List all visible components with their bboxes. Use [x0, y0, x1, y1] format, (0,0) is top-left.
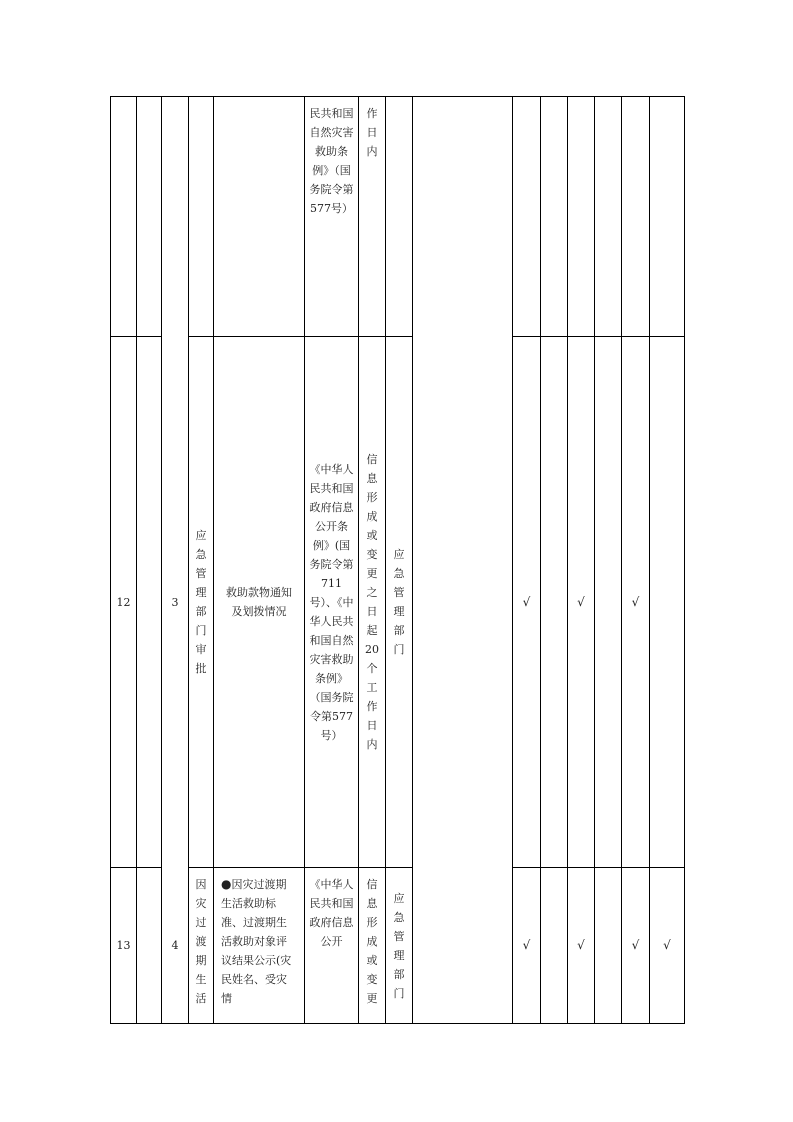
table-cell-time-limit — [359, 875, 385, 1023]
basis-text: 《中华人民共和国政府信息公开条例》(国务院令第711号）、《中华人民共和国自然灾害救助条例》（国务院令第577号） — [309, 462, 354, 742]
table-cell-category — [189, 875, 213, 1023]
table-cell-time-limit — [359, 104, 385, 334]
subject-text: 应急管理部门 — [393, 891, 405, 1000]
row-divider — [188, 867, 412, 868]
table-cell-content — [214, 337, 304, 867]
table-cell-sub-seq — [162, 337, 188, 867]
table-cell-seq — [111, 868, 136, 1023]
table-cell-basis — [305, 104, 358, 334]
check-mark-icon: √ — [522, 594, 531, 609]
sub-seq-number: 4 — [171, 939, 179, 952]
seq-number: 12 — [116, 595, 131, 609]
col-line — [594, 96, 595, 1024]
table-cell-content — [214, 875, 304, 1023]
check-mark — [513, 337, 540, 867]
basis-text: 民共和国自然灾害救助条例》（国务院令第577号） — [309, 107, 354, 215]
table-cell-basis — [305, 875, 358, 1023]
table-border-bottom — [110, 1023, 684, 1024]
table-border-top — [110, 96, 684, 97]
subject-text: 应急管理部门 — [393, 548, 405, 656]
check-mark — [622, 868, 649, 1023]
sub-seq-number: 3 — [171, 595, 179, 609]
table-cell-subject — [386, 868, 412, 1023]
table-cell-subject — [386, 337, 412, 867]
time-limit-text: 作日内 — [366, 107, 378, 158]
col-line — [412, 96, 413, 1024]
check-mark-icon: √ — [663, 938, 671, 952]
check-mark — [622, 337, 649, 867]
seq-number: 13 — [116, 939, 131, 952]
bullet-icon: ● — [221, 877, 232, 891]
category-text: 因灾过渡期生活 — [195, 878, 207, 1005]
check-mark — [513, 868, 540, 1023]
content-body: 因灾过渡期生活救助标准、过渡期生活救助对象评议结果公示(灾民姓名、受灾情 — [221, 878, 292, 1005]
time-limit-text: 信息形成或变更 — [366, 878, 378, 1005]
time-limit-text: 信息形成或变更之日起20个工作日内 — [365, 453, 379, 751]
check-mark-icon: √ — [522, 938, 531, 952]
check-mark-icon: √ — [631, 938, 640, 952]
col-line — [540, 96, 541, 1024]
table-cell-sub-seq — [162, 868, 188, 1023]
category-text: 应急管理部门审批 — [195, 529, 207, 675]
content-text — [221, 875, 297, 1008]
check-mark-icon: √ — [577, 938, 585, 952]
col-line — [136, 96, 137, 1024]
col-line — [684, 96, 685, 1024]
check-mark — [650, 868, 684, 1023]
content-text: 救助款物通知及划拨情况 — [226, 586, 292, 618]
check-mark — [568, 868, 594, 1023]
check-mark — [568, 337, 594, 867]
table-cell-time-limit — [359, 337, 385, 867]
basis-text: 《中华人民共和国政府信息公开 — [309, 878, 354, 948]
table-cell-category — [189, 337, 213, 867]
check-mark-icon: √ — [577, 594, 585, 609]
check-mark-icon: √ — [631, 594, 640, 609]
table-cell-seq — [111, 337, 136, 867]
table-cell-basis — [305, 337, 358, 867]
